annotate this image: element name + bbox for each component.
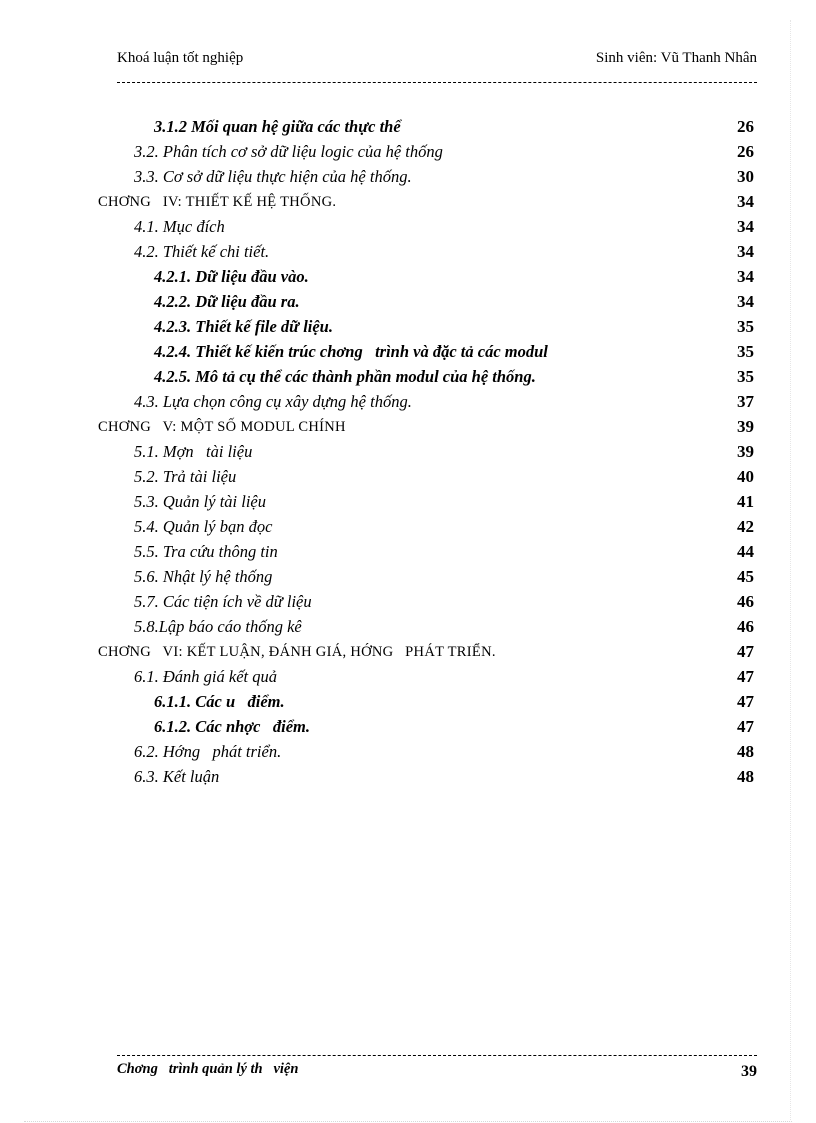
toc-entry-title: 6.2. Hớng phát triển.	[134, 742, 282, 761]
toc-entry-title: 5.7. Các tiện ích về dữ liệu	[134, 592, 312, 611]
toc-entry-title: 4.1. Mục đích	[134, 217, 225, 236]
toc-entry	[0, 692, 816, 717]
toc-entry-page: 47	[737, 692, 754, 711]
toc-entry-title: 6.1. Đánh giá kết quả	[134, 667, 277, 686]
toc-entry-page: 39	[737, 442, 754, 461]
toc-entry-title: 4.2.2. Dữ liệu đầu ra.	[154, 292, 300, 311]
toc-entry-page: 35	[737, 367, 754, 386]
toc-entry-page: 46	[737, 592, 754, 611]
toc-entry	[0, 717, 816, 742]
toc-entry	[0, 667, 816, 692]
toc-entry-title: 3.2. Phân tích cơ sở dữ liệu logic của hệ thống	[134, 142, 443, 161]
toc-entry	[0, 267, 816, 292]
header-thesis-title: Khoá luận tốt nghiệp	[117, 50, 244, 66]
page-header	[117, 50, 757, 70]
toc-entry	[0, 167, 816, 192]
toc-entry-page: 34	[737, 267, 754, 286]
toc-entry-page: 44	[737, 542, 754, 561]
toc-entry-title: CHƠNG VI: KẾT LUẬN, ĐÁNH GIÁ, HỚNG PHÁT TRIỂN.	[98, 644, 496, 660]
page-footer	[117, 1061, 757, 1083]
toc-entry	[0, 292, 816, 317]
toc-entry-page: 47	[737, 717, 754, 736]
toc-entry-title: 4.2.1. Dữ liệu đầu vào.	[154, 267, 309, 286]
toc-entry-page: 30	[737, 167, 754, 186]
toc-entry-title: 4.2. Thiết kế chi tiết.	[134, 242, 270, 261]
toc-entry-page: 48	[737, 767, 754, 786]
toc-entry-title: 4.2.5. Mô tả cụ thể các thành phần modul của hệ thống.	[154, 367, 536, 386]
toc-entry-page: 48	[737, 742, 754, 761]
toc-entry-page: 35	[737, 342, 754, 361]
toc-entry-title: 5.6. Nhật lý hệ thống	[134, 567, 273, 586]
toc-entry-title: 4.2.4. Thiết kế kiến trúc chơng trình và đặc tả các modul	[154, 342, 548, 361]
toc-entry	[0, 417, 816, 442]
toc-entry-page: 26	[737, 117, 754, 136]
toc-entry-page: 47	[737, 642, 754, 661]
toc-entry-title: 3.1.2 Mối quan hệ giữa các thực thể	[154, 117, 401, 136]
toc-entry	[0, 217, 816, 242]
header-student-name: Sinh viên: Vũ Thanh Nhân	[595, 50, 757, 66]
toc-entry-page: 26	[737, 142, 754, 161]
toc-entry	[0, 392, 816, 417]
footer-page-number: 39	[741, 1063, 757, 1080]
page-edge-right	[790, 20, 791, 1120]
toc-entry-title: 4.3. Lựa chọn công cụ xây dựng hệ thống.	[134, 392, 412, 411]
toc-entry	[0, 592, 816, 617]
table-of-contents	[0, 117, 816, 792]
toc-entry-page: 35	[737, 317, 754, 336]
toc-entry-title: 5.4. Quản lý bạn đọc	[134, 517, 273, 536]
toc-entry-title: 5.5. Tra cứu thông tin	[134, 542, 278, 561]
footer-program-title: Chơng trình quản lý th viện	[117, 1061, 299, 1077]
toc-entry-page: 46	[737, 617, 754, 636]
toc-entry-page: 34	[737, 242, 754, 261]
toc-entry	[0, 317, 816, 342]
toc-entry	[0, 142, 816, 167]
toc-entry-page: 39	[737, 417, 754, 436]
toc-entry-page: 34	[737, 192, 754, 211]
toc-entry-title: 6.3. Kết luận	[134, 767, 220, 786]
toc-entry	[0, 617, 816, 642]
toc-entry-title: 3.3. Cơ sở dữ liệu thực hiện của hệ thống.	[134, 167, 412, 186]
toc-entry	[0, 367, 816, 392]
toc-entry-title: CHƠNG IV: THIẾT KẾ HỆ THỐNG.	[98, 194, 337, 210]
toc-entry	[0, 642, 816, 667]
toc-entry	[0, 517, 816, 542]
header-divider	[117, 82, 757, 83]
page-edge-bottom	[24, 1121, 792, 1122]
toc-entry-title: 5.1. Mợn tài liệu	[134, 442, 253, 461]
toc-entry-title: 5.2. Trả tài liệu	[134, 467, 237, 486]
toc-entry	[0, 742, 816, 767]
toc-entry-page: 41	[737, 492, 754, 511]
toc-entry-title: 4.2.3. Thiết kế file dữ liệu.	[154, 317, 333, 336]
toc-entry	[0, 342, 816, 367]
toc-entry-page: 34	[737, 217, 754, 236]
toc-entry-title: 6.1.1. Các u điểm.	[154, 692, 285, 711]
toc-entry-page: 37	[737, 392, 754, 411]
toc-entry	[0, 467, 816, 492]
toc-entry-title: CHƠNG V: MỘT SỐ MODUL CHÍNH	[98, 419, 346, 435]
toc-entry-page: 34	[737, 292, 754, 311]
toc-entry	[0, 242, 816, 267]
toc-entry	[0, 542, 816, 567]
toc-entry-page: 45	[737, 567, 754, 586]
toc-entry-page: 40	[737, 467, 754, 486]
toc-entry-title: 5.3. Quản lý tài liệu	[134, 492, 266, 511]
toc-entry	[0, 192, 816, 217]
footer-divider	[117, 1055, 757, 1056]
toc-entry	[0, 117, 816, 142]
toc-entry	[0, 442, 816, 467]
toc-entry-title: 6.1.2. Các nhợc điểm.	[154, 717, 310, 736]
toc-entry	[0, 767, 816, 792]
toc-entry	[0, 492, 816, 517]
toc-entry	[0, 567, 816, 592]
toc-entry-page: 42	[737, 517, 754, 536]
toc-entry-page: 47	[737, 667, 754, 686]
toc-entry-title: 5.8.Lập báo cáo thống kê	[134, 617, 302, 636]
